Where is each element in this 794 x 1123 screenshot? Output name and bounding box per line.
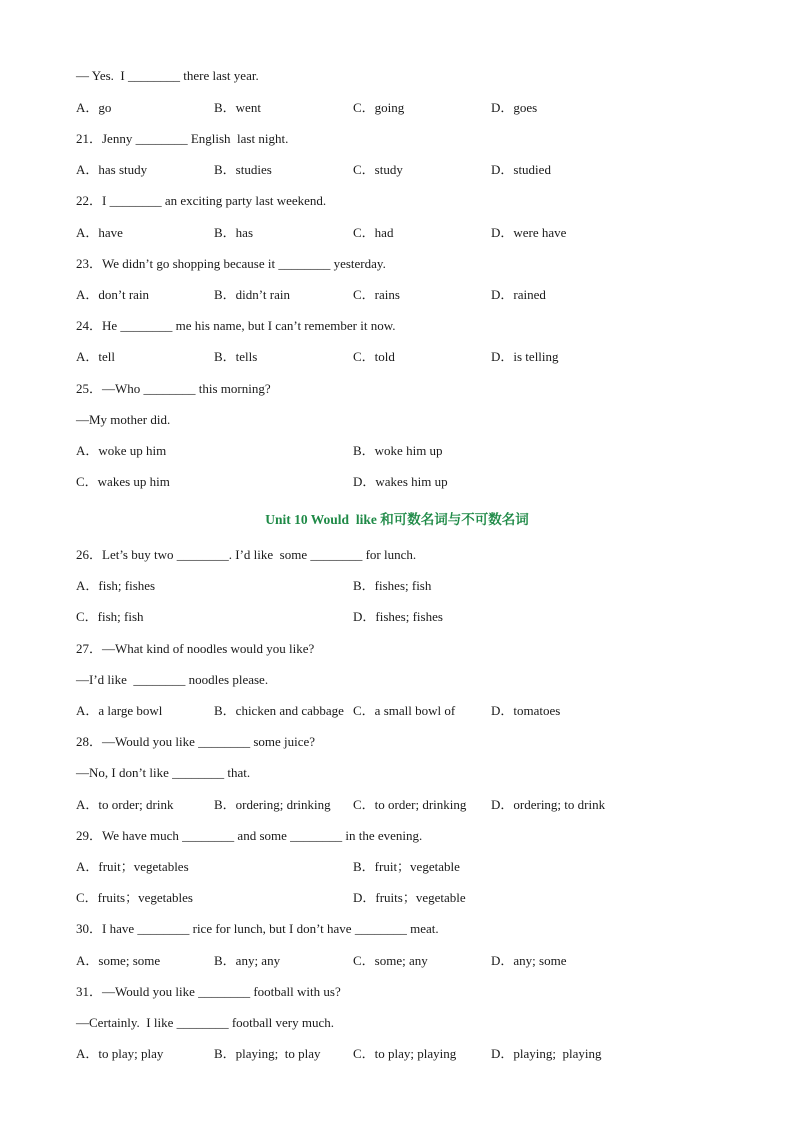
options-row xyxy=(76,287,716,303)
question-line: 30．I have ________ rice for lunch, but I don’t have ________ meat. xyxy=(76,921,439,936)
answer-option: C．a small bowl of xyxy=(353,703,456,718)
options-row xyxy=(76,609,716,625)
answer-option: C．wakes up him xyxy=(76,474,170,489)
answer-option: C．had xyxy=(353,225,394,240)
answer-option: D．playing; playing xyxy=(491,1046,602,1061)
answer-option: A．fruit；vegetables xyxy=(76,859,189,874)
answer-option: B．tells xyxy=(214,349,258,364)
answer-option: A．has study xyxy=(76,162,148,177)
answer-option: C．study xyxy=(353,162,403,177)
options-row xyxy=(76,1046,716,1062)
answer-option: D．ordering; to drink xyxy=(491,797,606,812)
answer-option: A．tell xyxy=(76,349,115,364)
answer-option: D．studied xyxy=(491,162,551,177)
answer-option: B．fruit；vegetable xyxy=(353,859,460,874)
answer-option: B．playing; to play xyxy=(214,1046,321,1061)
answer-option: C．rains xyxy=(353,287,400,302)
answer-option: D．fruits；vegetable xyxy=(353,890,466,905)
answer-option: C．told xyxy=(353,349,395,364)
answer-option: A．to play; play xyxy=(76,1046,164,1061)
answer-option: A．to order; drink xyxy=(76,797,174,812)
answer-option: D．rained xyxy=(491,287,546,302)
question-line: —I’d like ________ noodles please. xyxy=(76,672,269,687)
options-row xyxy=(76,162,716,178)
question-line: —No, I don’t like ________ that. xyxy=(76,765,251,780)
question-line: 21．Jenny ________ English last night. xyxy=(76,131,289,146)
answer-option: A．a large bowl xyxy=(76,703,163,718)
answer-option: A．don’t rain xyxy=(76,287,150,302)
options-row xyxy=(76,890,716,906)
answer-option: C．fish; fish xyxy=(76,609,144,624)
options-row xyxy=(76,100,716,116)
question-line: 28．—Would you like ________ some juice? xyxy=(76,734,316,749)
answer-option: D．tomatoes xyxy=(491,703,561,718)
question-line: —Certainly. I like ________ football very much. xyxy=(76,1015,335,1030)
question-line: —My mother did. xyxy=(76,412,171,427)
answer-option: C．going xyxy=(353,100,405,115)
question-line: 25．—Who ________ this morning? xyxy=(76,381,271,396)
answer-option: C．to play; playing xyxy=(353,1046,457,1061)
answer-option: A．have xyxy=(76,225,123,240)
options-row xyxy=(76,578,716,594)
question-line: 23．We didn’t go shopping because it ________ yesterday. xyxy=(76,256,386,271)
answer-option: D．any; some xyxy=(491,953,567,968)
options-row xyxy=(76,797,716,813)
answer-option: B．has xyxy=(214,225,254,240)
options-row xyxy=(76,953,716,969)
answer-option: B．studies xyxy=(214,162,272,177)
answer-option: D．fishes; fishes xyxy=(353,609,443,624)
answer-option: A．woke up him xyxy=(76,443,167,458)
answer-option: C．fruits；vegetables xyxy=(76,890,193,905)
answer-option: D．goes xyxy=(491,100,538,115)
answer-option: B．woke him up xyxy=(353,443,443,458)
answer-option: C．some; any xyxy=(353,953,428,968)
options-row xyxy=(76,474,716,490)
answer-option: A．fish; fishes xyxy=(76,578,156,593)
question-line: 24．He ________ me his name, but I can’t remember it now. xyxy=(76,318,396,333)
question-line: 29．We have much ________ and some ________ in the evening. xyxy=(76,828,423,843)
answer-option: A．go xyxy=(76,100,112,115)
answer-option: A．some; some xyxy=(76,953,161,968)
answer-option: D．is telling xyxy=(491,349,559,364)
options-row xyxy=(76,349,716,365)
options-row xyxy=(76,443,716,459)
options-row xyxy=(76,859,716,875)
answer-option: B．ordering; drinking xyxy=(214,797,331,812)
answer-option: D．were have xyxy=(491,225,567,240)
answer-option: B．didn’t rain xyxy=(214,287,290,302)
section-heading: Unit 10 Would like 和可数名词与不可数名词 xyxy=(265,512,529,527)
question-line: 26．Let’s buy two ________. I’d like some ________ for lunch. xyxy=(76,547,417,562)
answer-option: B．fishes; fish xyxy=(353,578,432,593)
question-line: — Yes. I ________ there last year. xyxy=(76,68,259,83)
question-line: 27．—What kind of noodles would you like? xyxy=(76,641,315,656)
answer-option: B．went xyxy=(214,100,261,115)
answer-option: B．chicken and cabbage xyxy=(214,703,344,718)
question-line: 31．—Would you like ________ football with us? xyxy=(76,984,341,999)
options-row xyxy=(76,703,716,719)
answer-option: C．to order; drinking xyxy=(353,797,467,812)
question-line: 22．I ________ an exciting party last weekend. xyxy=(76,193,327,208)
answer-option: B．any; any xyxy=(214,953,281,968)
answer-option: D．wakes him up xyxy=(353,474,448,489)
options-row xyxy=(76,225,716,241)
